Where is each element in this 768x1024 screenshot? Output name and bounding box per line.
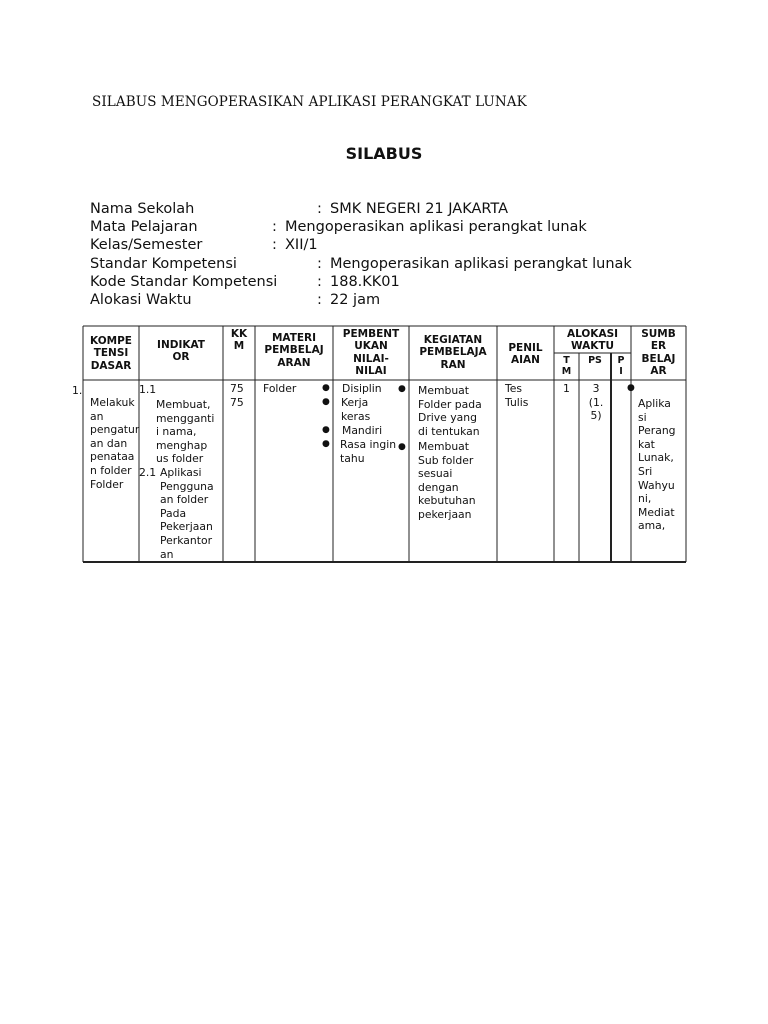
info-value: XII/1 <box>285 237 318 254</box>
document-heading: SILABUS MENGOPERASIKAN APLIKASI PERANGKAT LUNAK <box>92 94 527 110</box>
info-label: Nama Sekolah <box>90 201 195 217</box>
nilai-3: Mandiri <box>342 424 383 437</box>
nilai-2: Kerja keras <box>341 396 371 423</box>
info-value: 22 jam <box>330 291 381 308</box>
info-value: Mengoperasikan aplikasi perangkat lunak <box>330 255 632 272</box>
header-penilaian: PENIL AIAN <box>508 342 543 367</box>
bullet-icon: ● <box>322 425 330 435</box>
bullet-icon: ● <box>322 439 330 449</box>
info-separator: : <box>317 273 322 290</box>
header-kegiatan: KEGIATAN PEMBELAJA RAN <box>419 334 487 371</box>
kegiatan-2: Membuat Sub folder sesuai dengan kebutuhan pekerjaan <box>418 440 476 521</box>
bullet-icon: ● <box>322 397 330 407</box>
sumber-belajar-text: Aplika si Perang kat Lunak, Sri Wahyu ni, Mediat ama, <box>638 397 676 533</box>
kd-text: Melakuk an pengatur an dan penataa n folder Folder <box>90 396 140 491</box>
nilai-4: Rasa ingin tahu <box>340 438 397 465</box>
bullet-icon: ● <box>398 384 406 394</box>
header-pi: P I <box>617 355 625 377</box>
info-label: Standar Kompetensi <box>90 255 237 272</box>
header-tm: T M <box>561 355 572 377</box>
info-label: Alokasi Waktu <box>90 291 192 308</box>
nilai-1: Disiplin <box>342 382 382 395</box>
header-ps: PS <box>588 355 602 366</box>
penilaian-text: Tes Tulis <box>505 382 529 409</box>
kd-number: 1. <box>72 384 83 397</box>
materi-text: Folder <box>263 382 297 395</box>
header-pembentukan-nilai: PEMBENT UKAN NILAI- NILAI <box>342 328 400 378</box>
header-kompetensi-dasar: KOMPE TENSI DASAR <box>90 335 132 372</box>
info-separator: : <box>272 237 277 254</box>
bullet-icon: ● <box>322 383 330 393</box>
info-value: 188.KK01 <box>330 273 400 290</box>
header-sumber-belajar: SUMB ER BELAJ AR <box>641 328 676 378</box>
info-separator: : <box>272 219 277 236</box>
indikator-1: Membuat, mengganti i nama, menghap us folder <box>156 398 215 466</box>
document-title: SILABUS <box>345 144 423 163</box>
kegiatan-1: Membuat Folder pada Drive yang di tentukan <box>418 384 482 438</box>
bullet-icon: ● <box>398 442 406 452</box>
header-materi: MATERI PEMBELAJ ARAN <box>264 332 324 369</box>
kkm-2: 75 <box>230 396 244 409</box>
indikator-2: Aplikasi Pengguna an folder Pada Pekerjaan Perkantor an <box>160 466 214 561</box>
info-label: Kelas/Semester <box>90 237 203 254</box>
kd-subnumber: 1.1 <box>139 383 157 396</box>
info-label: Mata Pelajaran <box>90 219 198 236</box>
info-label: Kode Standar Kompetensi <box>90 273 278 290</box>
info-separator: : <box>317 255 322 272</box>
ps-value: 3 (1. 5) <box>588 382 604 423</box>
info-separator: : <box>317 201 322 217</box>
kd-subnumber-2: 2.1 <box>139 466 157 479</box>
info-value: Mengoperasikan aplikasi perangkat lunak <box>285 219 587 236</box>
bullet-icon: ● <box>627 383 635 393</box>
tm-value: 1 <box>563 382 570 395</box>
kkm-1: 75 <box>230 382 244 395</box>
info-value: SMK NEGERI 21 JAKARTA <box>330 201 509 217</box>
info-separator: : <box>317 291 322 308</box>
header-alokasi-waktu: ALOKASI WAKTU <box>566 328 619 353</box>
header-kkm: KK M <box>230 328 248 353</box>
header-indikator: INDIKAT OR <box>157 339 205 364</box>
